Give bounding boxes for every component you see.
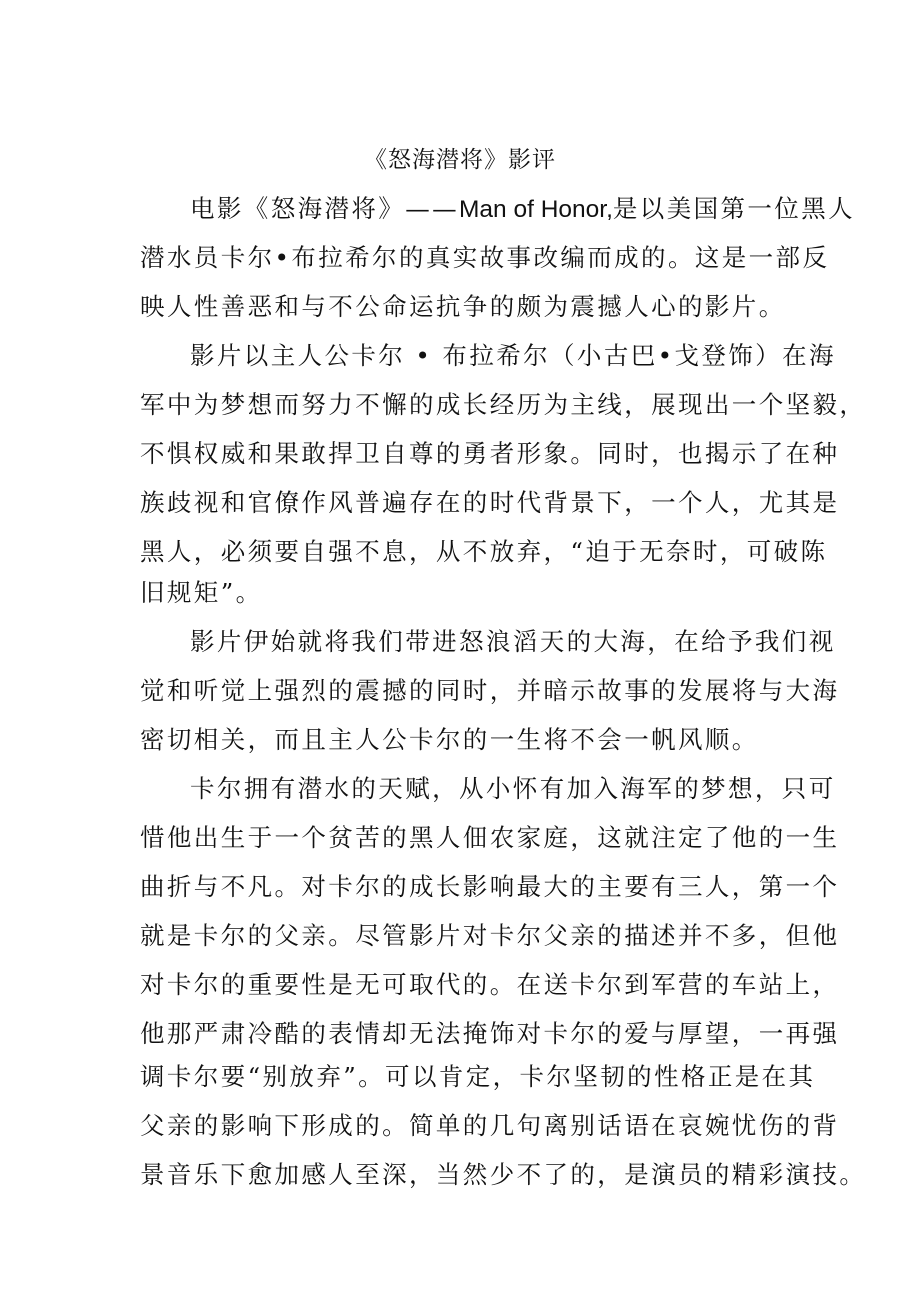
paragraph-4-line-1: 卡尔拥有潜水的天赋，从小怀有加入海军的梦想，只可 [190, 774, 836, 803]
paragraph-4-line-6: 他那严肃冷酷的表情却无法掩饰对卡尔的爱与厚望，一再强 [140, 1019, 840, 1048]
english-title: Man of Honor, [459, 196, 613, 223]
paragraph-3-line-3: 密切相关，而且主人公卡尔的一生将不会一帆风顺。 [140, 725, 759, 754]
document-title: 《怒海潜将》影评 [364, 147, 556, 173]
paragraph-2-line-5: 黑人，必须要自强不息，从不放弃，“迫于无奈时，可破陈 [140, 537, 828, 566]
paragraph-4-line-3: 曲折与不凡。对卡尔的成长影响最大的主要有三人，第一个 [140, 872, 840, 901]
paragraph-4-line-4: 就是卡尔的父亲。尽管影片对卡尔父亲的描述并不多，但他 [140, 921, 840, 950]
paragraph-4-line-7: 调卡尔要“别放弃”。可以肯定，卡尔坚韧的性格正是在其 [140, 1062, 816, 1091]
paragraph-4-line-2: 惜他出生于一个贫苦的黑人佃农家庭，这就注定了他的一生 [140, 823, 840, 852]
paragraph-2-line-3: 不惧权威和果敢捍卫自尊的勇者形象。同时，也揭示了在种 [140, 439, 840, 468]
paragraph-2-line-4: 族歧视和官僚作风普遍存在的时代背景下，一个人，尤其是 [140, 488, 840, 517]
paragraph-2-line-6: 旧规矩”。 [140, 578, 263, 607]
paragraph-2-line-2: 军中为梦想而努力不懈的成长经历为主线，展现出一个坚毅， [140, 390, 867, 419]
paragraph-4-line-9: 景音乐下愈加感人至深，当然少不了的，是演员的精彩演技。 [140, 1160, 867, 1189]
paragraph-1-line-1 [190, 193, 855, 226]
paragraph-2-line-1: 影片以主人公卡尔 • 布拉希尔（小古巴•戈登饰）在海 [190, 341, 836, 370]
paragraph-1-line-2: 潜水员卡尔•布拉希尔的真实故事改编而成的。这是一部反 [140, 243, 830, 272]
paragraph-3-line-1: 影片伊始就将我们带进怒浪滔天的大海，在给予我们视 [190, 627, 836, 656]
text-run: 电影《怒海潜将》—— [190, 194, 459, 223]
paragraph-4-line-8: 父亲的影响下形成的。简单的几句离别话语在哀婉忧伤的背 [140, 1111, 840, 1140]
text-run: 是以美国第一位黑人 [612, 194, 855, 223]
paragraph-3-line-2: 觉和听觉上强烈的震撼的同时，并暗示故事的发展将与大海 [140, 676, 840, 705]
paragraph-1-line-3: 映人性善恶和与不公命运抗争的颇为震撼人心的影片。 [140, 292, 786, 321]
paragraph-4-line-5: 对卡尔的重要性是无可取代的。在送卡尔到军营的车站上， [140, 970, 840, 999]
